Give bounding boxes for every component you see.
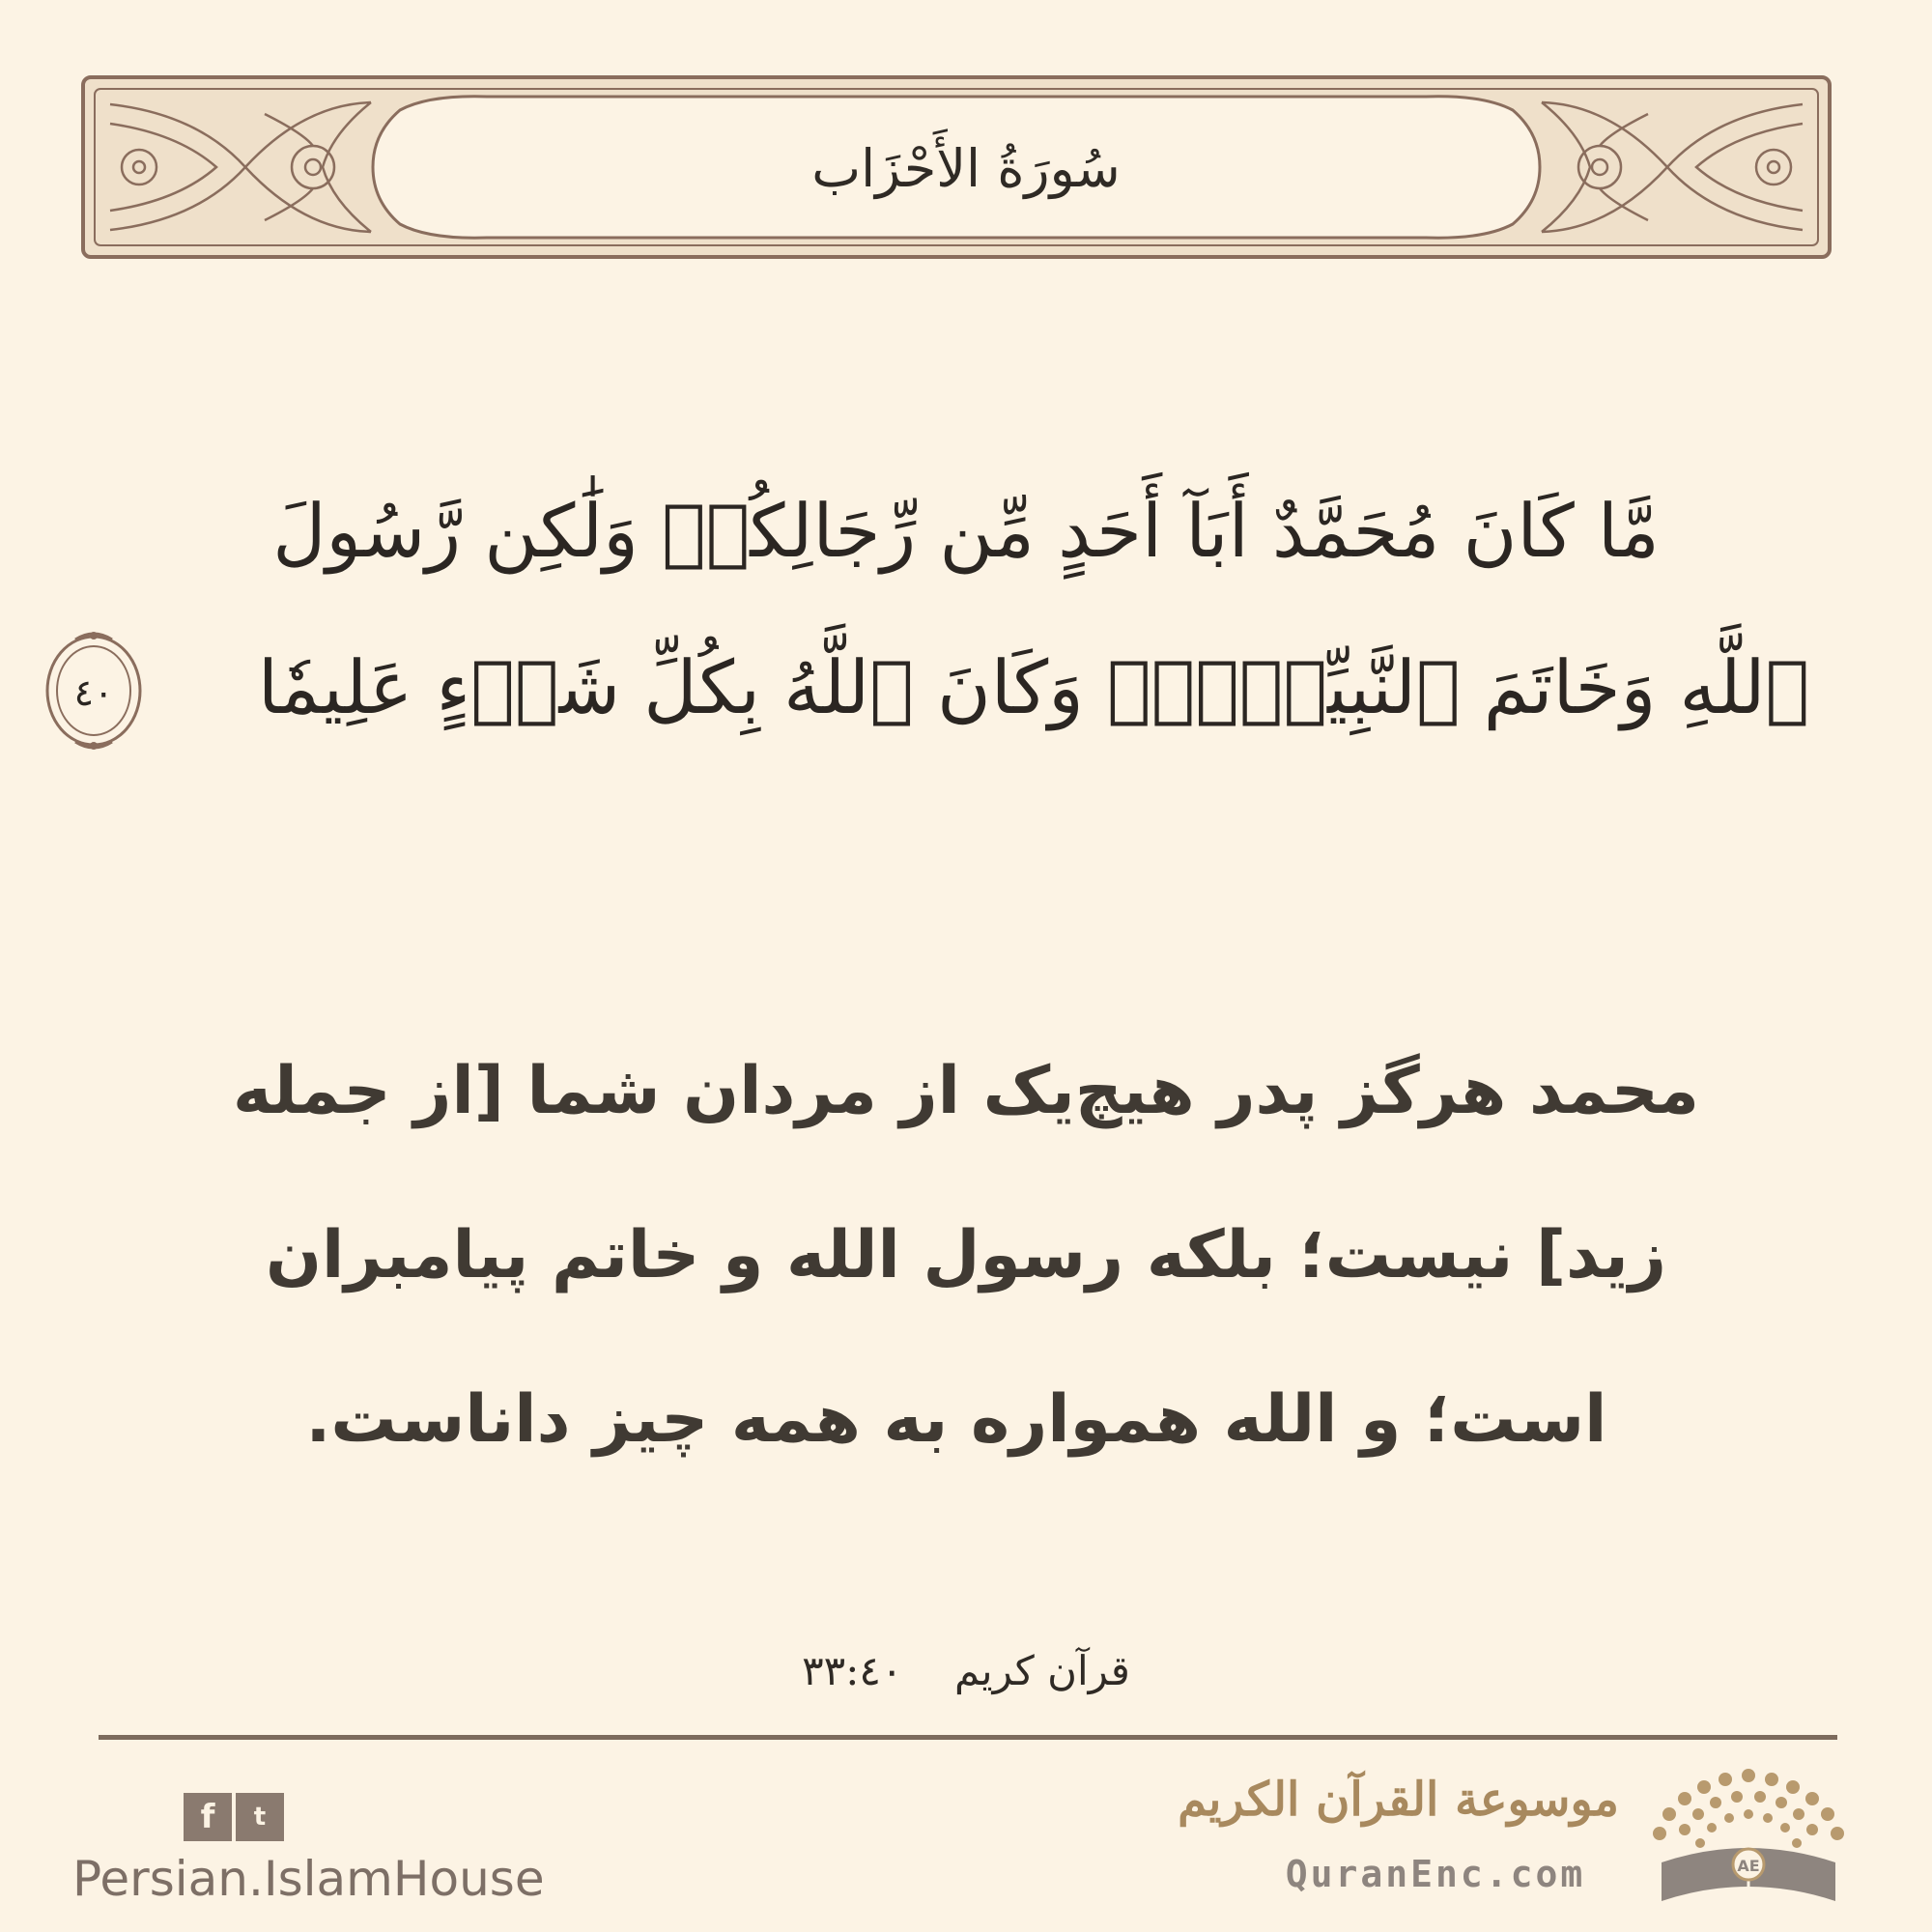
translation-line-1: محمد هرگز پدر هیچ‌یک از مردان شما [از جمله	[233, 1053, 1699, 1129]
facebook-icon[interactable]: f	[184, 1793, 232, 1841]
translation-line-3: است؛ و الله همواره به همه چیز داناست.	[305, 1381, 1607, 1458]
ayah-number-marker	[37, 628, 151, 753]
footer-divider	[99, 1735, 1837, 1740]
arabic-verse-line-2: ٱللَّهِ وَخَاتَمَ ٱلنَّبِيِّـۧنَۗ وَكَانَ ٱللَّهُ بِكُلِّ شَيۡءٍ عَلِيمٗا	[257, 644, 1810, 730]
logo-latin-text[interactable]: QuranEnc.com	[1285, 1853, 1586, 1895]
ayah-number: ٤٠	[73, 671, 114, 714]
site-name[interactable]: Persian.IslamHouse	[72, 1851, 545, 1907]
translation-line-2: زید] نیست؛ بلکه رسول الله و خاتم پیامبران	[266, 1217, 1666, 1293]
svg-text:AE: AE	[1737, 1857, 1760, 1875]
reference-citation: ٣٣:٤٠	[802, 1647, 903, 1694]
arabic-verse-line-1: مَّا كَانَ مُحَمَّدٌ أَبَآ أَحَدٍ مِّن رِّجَالِكُمۡ وَلَٰكِن رَّسُولَ	[272, 488, 1660, 574]
verse-reference	[734, 1633, 1198, 1710]
surah-title: سُورَةُ الأَحْزَاب	[811, 138, 1121, 199]
social-icons	[184, 1793, 284, 1841]
ornamental-header-frame	[81, 75, 1832, 259]
title-cartouche	[373, 97, 1540, 238]
logo-arabic-text: موسوعة القرآن الكريم	[1178, 1773, 1619, 1827]
twitter-icon[interactable]: t	[236, 1793, 284, 1841]
quranenc-emblem-icon	[1642, 1756, 1855, 1920]
reference-label: قرآن کریم	[953, 1647, 1130, 1694]
